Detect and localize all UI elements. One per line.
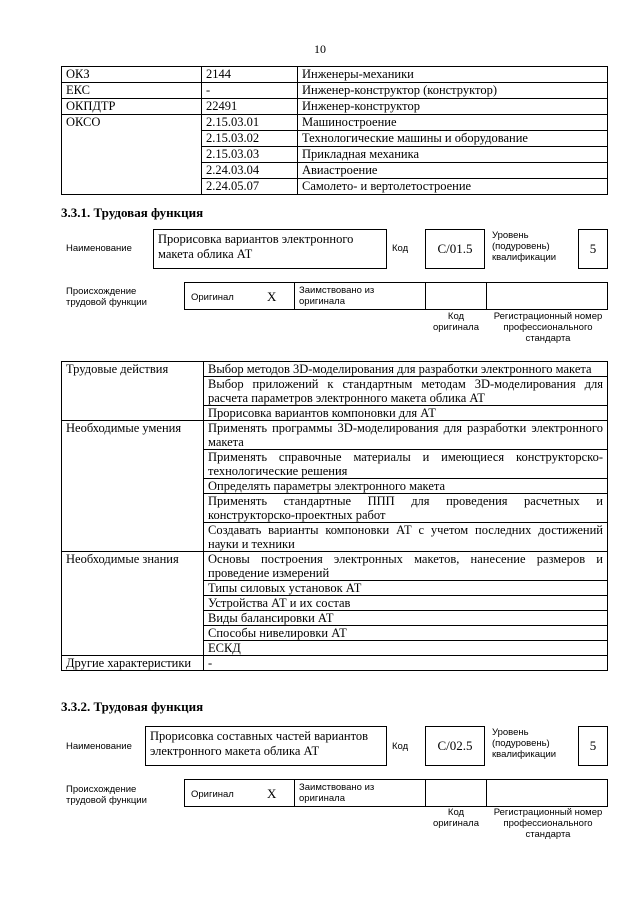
classifier-name: Машиностроение [298,115,608,131]
classifier-name: Инженеры-механики [298,67,608,83]
classifier-key: ОКПДТР [62,99,202,115]
classifier-code: 2.24.05.07 [202,179,298,195]
name-label: Наименование [66,243,132,254]
classifier-key: ЕКС [62,83,202,99]
code-label: Код [392,243,409,254]
original-mark: X [267,786,277,801]
reg-number-label: Регистрационный номер профессионального стандарта [493,807,603,840]
skill-item: Применять справочные материалы и имеющиеся конструкторско-технологические решения [204,450,608,479]
level-value: 5 [578,726,608,766]
classifier-name: Авиастроение [298,163,608,179]
table-row [62,67,608,83]
function-code: C/01.5 [425,229,485,269]
knowledge-item: Способы нивелировки АТ [204,626,608,641]
classifier-key: ОКЗ [62,67,202,83]
code-label: Код [392,741,409,752]
classifier-key: ОКСО [62,115,202,195]
skill-item: Определять параметры электронного макета [204,479,608,494]
knowledge-item: Основы построения электронных макетов, нанесение размеров и проведение измерений [204,552,608,581]
name-label: Наименование [66,741,132,752]
function-name: Прорисовка вариантов электронного макета облика АТ [153,229,387,269]
section-heading-331: 3.3.1. Трудовая функция [61,205,204,220]
original-label: Оригинал [191,292,234,303]
origin-row [184,282,608,310]
level-label: Уровень (подуровень) квалификации [492,727,557,760]
row-group-label: Необходимые умения [62,421,204,552]
level-value: 5 [578,229,608,269]
classifier-code: 22491 [202,99,298,115]
function-code: C/02.5 [425,726,485,766]
section-heading-332: 3.3.2. Трудовая функция [61,699,204,714]
other-value: - [204,656,608,671]
action-item: Выбор методов 3D-моделирования для разработки электронного макета [204,362,608,377]
codes-table [61,66,608,195]
classifier-name: Самолето- и вертолетостроение [298,179,608,195]
reg-number-label: Регистрационный номер профессионального стандарта [493,311,603,344]
row-group-label: Трудовые действия [62,362,204,421]
table-row [62,421,608,450]
action-item: Выбор приложений к стандартным методам 3D-моделирования для расчета параметров электронного макета облика АТ [204,377,608,406]
classifier-code: 2144 [202,67,298,83]
classifier-code: 2.15.03.02 [202,131,298,147]
level-label: Уровень (подуровень) квалификации [492,230,557,263]
row-group-label: Другие характеристики [62,656,204,671]
table-row [62,362,608,377]
knowledge-item: ЕСКД [204,641,608,656]
classifier-name: Прикладная механика [298,147,608,163]
knowledge-item: Виды балансировки АТ [204,611,608,626]
page-number: 10 [314,42,326,56]
classifier-code: 2.15.03.01 [202,115,298,131]
orig-code-label: Код оригинала [432,807,479,829]
table-row [62,83,608,99]
classifier-code: - [202,83,298,99]
table-row [62,552,608,581]
borrowed-label: Заимствовано из оригинала [299,782,375,804]
function-details-table [61,361,608,671]
classifier-code: 2.15.03.03 [202,147,298,163]
classifier-code: 2.24.03.04 [202,163,298,179]
original-label: Оригинал [191,789,234,800]
knowledge-item: Устройства АТ и их состав [204,596,608,611]
origin-label: Происхождение трудовой функции [66,784,147,806]
row-group-label: Необходимые знания [62,552,204,656]
table-row [62,115,608,131]
origin-row [184,779,608,807]
origin-label: Происхождение трудовой функции [66,286,147,308]
classifier-name: Инженер-конструктор (конструктор) [298,83,608,99]
borrowed-label: Заимствовано из оригинала [299,285,375,307]
action-item: Прорисовка вариантов компоновки для АТ [204,406,608,421]
table-row [62,656,608,671]
original-mark: X [267,289,277,304]
function-name: Прорисовка составных частей вариантов электронного макета облика АТ [145,726,387,766]
skill-item: Применять программы 3D-моделирования для разработки электронного макета [204,421,608,450]
knowledge-item: Типы силовых установок АТ [204,581,608,596]
orig-code-label: Код оригинала [432,311,479,333]
skill-item: Создавать варианты компоновки АТ с учетом последних достижений науки и техники [204,523,608,552]
classifier-name: Инженер-конструктор [298,99,608,115]
skill-item: Применять стандартные ППП для проведения расчетных и конструкторско-проектных работ [204,494,608,523]
table-row [62,99,608,115]
classifier-name: Технологические машины и оборудование [298,131,608,147]
